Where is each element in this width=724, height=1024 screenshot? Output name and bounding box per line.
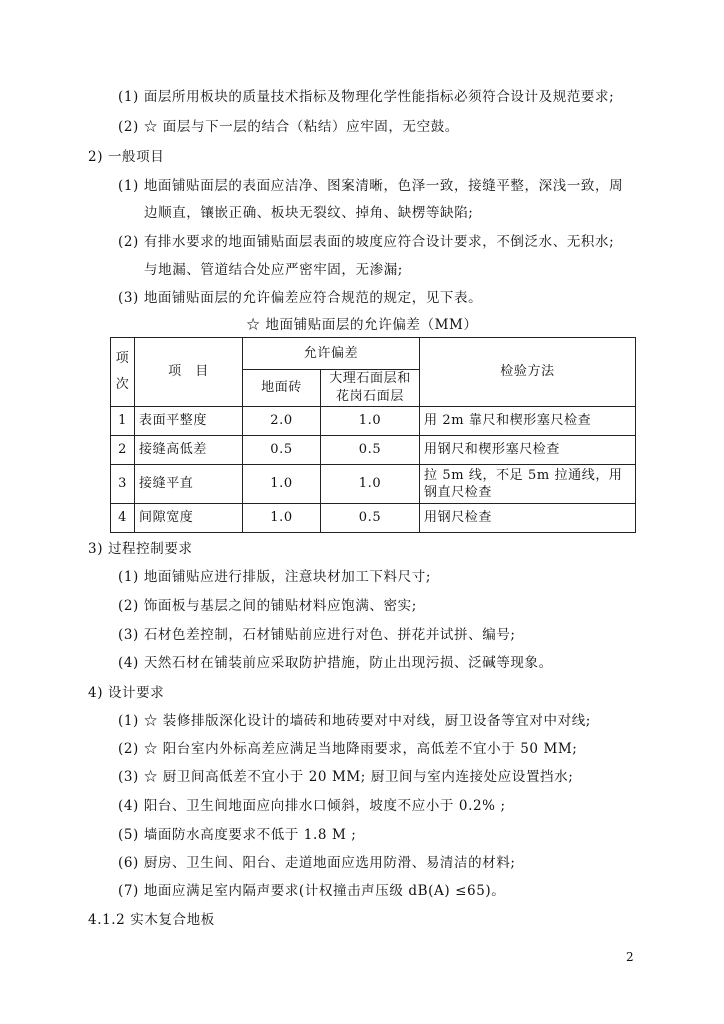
paragraph-line: (3) 地面铺贴面层的允许偏差应符合规范的规定，见下表。 — [118, 290, 483, 306]
header-no-line1: 项 — [115, 351, 130, 366]
cell-tile: 1.0 — [243, 465, 321, 504]
cell-item: 表面平整度 — [135, 407, 243, 436]
header-tile: 地面砖 — [243, 370, 321, 407]
table-row — [111, 504, 636, 533]
paragraph-line: 与地漏、管道结合处应严密牢固，无渗漏; — [144, 262, 403, 278]
header-stone-line1: 大理石面层和 — [329, 371, 411, 386]
table-caption: ☆ 地面铺贴面层的允许偏差（MM） — [246, 317, 478, 333]
paragraph-line: (1) 地面铺贴面层的表面应洁净、图案清晰，色泽一致，接缝平整，深浅一致，周 — [118, 178, 624, 194]
section-heading: 2) 一般项目 — [88, 149, 165, 165]
cell-method: 拉 5m 线，不足 5m 拉通线，用钢直尺检查 — [420, 465, 636, 504]
header-no-line2: 次 — [115, 377, 130, 392]
table-row — [111, 465, 636, 504]
cell-no: 4 — [111, 504, 135, 533]
cell-tile: 2.0 — [243, 407, 321, 436]
cell-method: 用钢尺和楔形塞尺检查 — [420, 436, 636, 465]
cell-stone: 1.0 — [321, 465, 420, 504]
deviation-table — [110, 337, 636, 533]
paragraph-line: (2) 饰面板与基层之间的铺贴材料应饱满、密实; — [118, 598, 417, 614]
paragraph-line: (1) 面层所用板块的质量技术指标及物理化学性能指标必须符合设计及规范要求; — [118, 89, 615, 105]
header-stone — [321, 370, 420, 407]
cell-item: 接缝平直 — [135, 465, 243, 504]
paragraph-line: (3) 石材色差控制，石材铺贴前应进行对色、拼花并试拼、编号; — [118, 627, 516, 643]
paragraph-line: 边顺直，镶嵌正确、板块无裂纹、掉角、缺楞等缺陷; — [144, 205, 474, 221]
paragraph-line: (4) 天然石材在铺装前应采取防护措施，防止出现污损、泛碱等现象。 — [118, 655, 553, 671]
header-allowed: 允许偏差 — [243, 338, 420, 370]
cell-no: 3 — [111, 465, 135, 504]
table-row — [111, 436, 636, 465]
cell-tile: 1.0 — [243, 504, 321, 533]
paragraph-line: (3) ☆ 厨卫间高低差不宜小于 20 MM; 厨卫间与室内连接处应设置挡水; — [118, 769, 574, 785]
paragraph-line: (1) 地面铺贴应进行排版，注意块材加工下料尺寸; — [118, 569, 431, 585]
header-stone-line2: 花岗石面层 — [335, 389, 404, 404]
section-heading: 4.1.2 实木复合地板 — [88, 912, 215, 928]
section-heading: 3) 过程控制要求 — [88, 541, 193, 557]
paragraph-line: (4) 阳台、卫生间地面应向排水口倾斜，坡度不应小于 0.2% ; — [118, 798, 506, 814]
cell-no: 2 — [111, 436, 135, 465]
cell-no: 1 — [111, 407, 135, 436]
cell-method: 用钢尺检查 — [420, 504, 636, 533]
cell-item: 接缝高低差 — [135, 436, 243, 465]
paragraph-line: (2) 有排水要求的地面铺贴面层表面的坡度应符合设计要求，不倒泛水、无积水; — [118, 234, 615, 250]
table-row — [111, 407, 636, 436]
paragraph-line: (1) ☆ 装修排版深化设计的墙砖和地砖要对中对线，厨卫设备等宜对中对线; — [118, 713, 591, 729]
cell-stone: 1.0 — [321, 407, 420, 436]
header-item: 项 目 — [135, 338, 243, 407]
paragraph-line: (2) ☆ 阳台室内外标高差应满足当地降雨要求，高低差不宜小于 50 MM; — [118, 741, 578, 757]
paragraph-line: (5) 墙面防水高度要求不低于 1.8 M ; — [118, 827, 357, 843]
header-method: 检验方法 — [420, 338, 636, 407]
section-heading: 4) 设计要求 — [88, 685, 165, 701]
paragraph-line: (2) ☆ 面层与下一层的结合（粘结）应牢固，无空鼓。 — [118, 119, 459, 135]
paragraph-line: (6) 厨房、卫生间、阳台、走道地面应选用防滑、易清洁的材料; — [118, 855, 516, 871]
header-no — [111, 338, 135, 407]
paragraph-line: (7) 地面应满足室内隔声要求(计权撞击声压级 dB(A) ≤65)。 — [118, 883, 506, 899]
cell-tile: 0.5 — [243, 436, 321, 465]
page-number: 2 — [626, 950, 635, 964]
cell-stone: 0.5 — [321, 436, 420, 465]
cell-stone: 0.5 — [321, 504, 420, 533]
cell-method: 用 2m 靠尺和楔形塞尺检查 — [420, 407, 636, 436]
cell-item: 间隙宽度 — [135, 504, 243, 533]
